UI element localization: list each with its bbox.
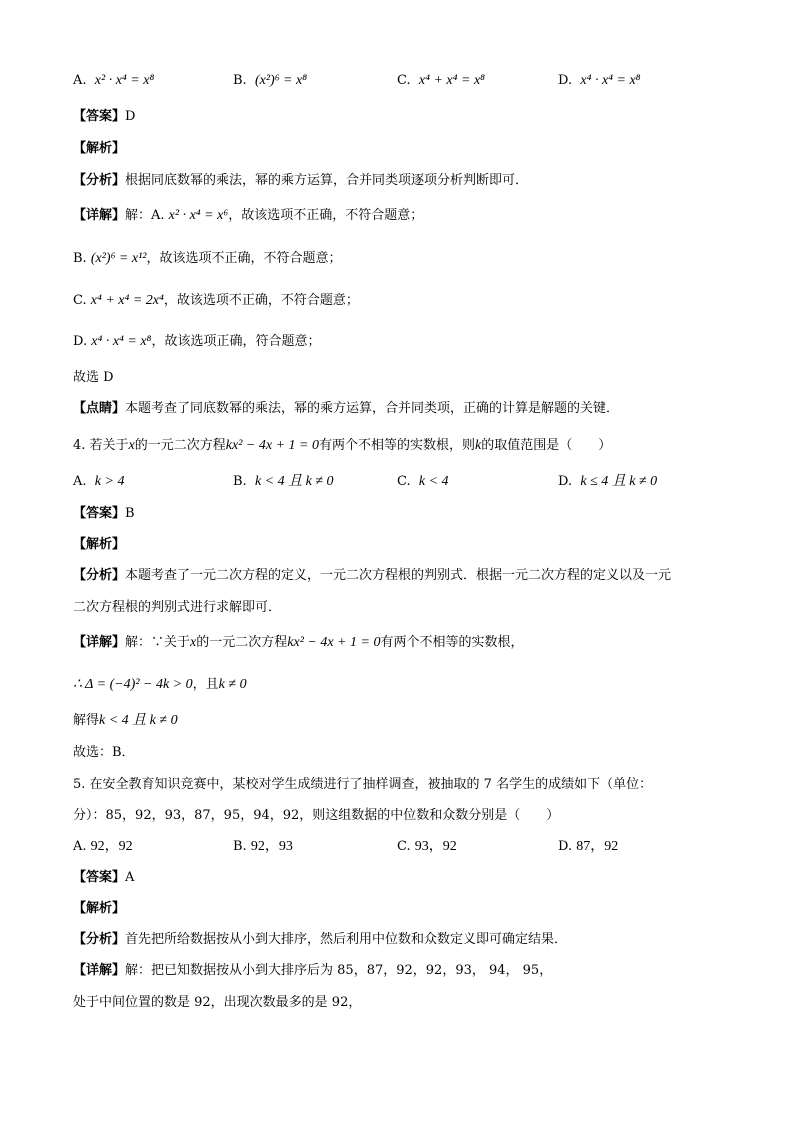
q3-option-d: D. x⁴ · x⁴ = x⁸ bbox=[558, 73, 641, 88]
q4-delta: ∴ Δ = (−4)² − 4k > 0，且k ≠ 0 bbox=[73, 677, 247, 692]
q3-option-b: B. (x²)⁶ = x⁸ bbox=[233, 73, 308, 88]
q5-answer: 【答案】A bbox=[73, 870, 135, 885]
q3-detail-c: C. x⁴ + x⁴ = 2x⁴，故该选项不正确，不符合题意； bbox=[73, 293, 359, 308]
q5-option-c: C. 93，92 bbox=[397, 839, 457, 854]
q5-analysis-heading: 【解析】 bbox=[73, 901, 126, 916]
q5-option-b: B. 92，93 bbox=[233, 839, 293, 854]
q4-option-b: B. k < 4 且 k ≠ 0 bbox=[233, 474, 334, 489]
q4-analysis-heading: 【解析】 bbox=[73, 537, 126, 552]
q4-solve: 解得k < 4 且 k ≠ 0 bbox=[73, 713, 178, 728]
q3-dianjing: 【点睛】本题考查了同底数幂的乘法，幂的乘方运算，合并同类项，正确的计算是解题的关键． bbox=[73, 401, 620, 416]
q4-stem: 4. 若关于x的一元二次方程kx² − 4x + 1 = 0有两个不相等的实数根，则k的取值范围是（ ） bbox=[73, 438, 612, 453]
q3-detail-a: 【详解】解：A. x² · x⁴ = x⁶，故该选项不正确，不符合题意； bbox=[73, 208, 424, 223]
q3-fenxi: 【分析】根据同底数幂的乘法，幂的乘方运算，合并同类项逐项分析判断即可． bbox=[73, 173, 529, 188]
q3-conclusion: 故选 D bbox=[73, 370, 114, 385]
q3-option-a: A. x² · x⁴ = x⁸ bbox=[73, 73, 155, 88]
q3-option-a-expr: x² · x⁴ = x⁸ bbox=[94, 73, 155, 88]
q5-option-a: A. 92，92 bbox=[73, 839, 133, 854]
q3-option-c-expr: x⁴ + x⁴ = x⁸ bbox=[418, 73, 486, 88]
q4-conclusion: 故选：B． bbox=[73, 745, 135, 760]
q4-fenxi-1: 【分析】本题考查了一元二次方程的定义，一元二次方程根的判别式．根据一元二次方程的定义以及一元 bbox=[73, 568, 672, 583]
q5-stem-1: 5. 在安全教育知识竞赛中，某校对学生成绩进行了抽样调查，被抽取的 7 名学生的成绩如下（单位： bbox=[73, 777, 653, 792]
q4-fenxi-2: 二次方程根的判别式进行求解即可． bbox=[73, 600, 282, 615]
q5-option-d: D. 87，92 bbox=[558, 839, 619, 854]
q4-detail: 【详解】解：∵关于x的一元二次方程kx² − 4x + 1 = 0有两个不相等的实数根， bbox=[73, 635, 524, 650]
q3-option-c: C. x⁴ + x⁴ = x⁸ bbox=[397, 73, 486, 88]
q5-detail: 【详解】解：把已知数据按从小到大排序后为 85，87，92，92，93， 94， 95， bbox=[73, 963, 553, 978]
q3-option-d-expr: x⁴ · x⁴ = x⁸ bbox=[580, 73, 641, 88]
q4-option-c: C. k < 4 bbox=[397, 474, 449, 489]
q5-fenxi: 【分析】首先把所给数据按从小到大排序，然后利用中位数和众数定义即可确定结果． bbox=[73, 932, 568, 947]
q3-analysis-heading: 【解析】 bbox=[73, 141, 126, 156]
q5-stem-2: 分）：85，92，93，87，95，94，92，则这组数据的中位数和众数分别是（ ） bbox=[73, 808, 560, 823]
q4-option-a: A. k > 4 bbox=[73, 474, 125, 489]
q4-answer: 【答案】B bbox=[73, 506, 135, 521]
q5-detail-2: 处于中间位置的数是 92，出现次数最多的是 92， bbox=[73, 995, 362, 1010]
q3-option-b-expr: (x²)⁶ = x⁸ bbox=[254, 73, 308, 88]
q3-answer: 【答案】D bbox=[73, 109, 136, 124]
q3-detail-b: B. (x²)⁶ = x¹²，故该选项不正确，不符合题意； bbox=[73, 251, 342, 266]
q3-detail-d: D. x⁴ · x⁴ = x⁸，故该选项正确，符合题意； bbox=[73, 334, 321, 349]
q4-option-d: D. k ≤ 4 且 k ≠ 0 bbox=[558, 474, 658, 489]
